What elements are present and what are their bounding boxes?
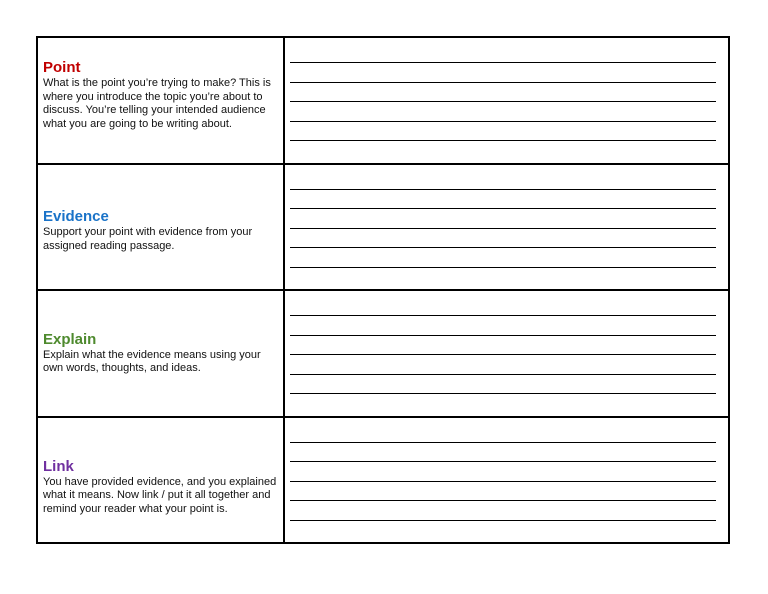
writing-line <box>290 393 716 394</box>
evidence-description: Support your point with evidence from your assigned reading passage. <box>43 226 253 252</box>
writing-line <box>290 461 716 462</box>
peel-worksheet <box>36 36 730 544</box>
point-writing-area[interactable] <box>285 38 728 163</box>
writing-line <box>290 315 716 316</box>
evidence-row <box>38 165 728 292</box>
writing-line <box>290 62 716 63</box>
point-row <box>38 38 728 165</box>
link-row <box>38 418 728 543</box>
writing-line <box>290 208 716 209</box>
link-prompt-cell <box>38 418 285 543</box>
writing-line <box>290 442 716 443</box>
writing-line <box>290 354 716 355</box>
link-writing-area[interactable] <box>285 418 728 543</box>
writing-line <box>290 520 716 521</box>
writing-line <box>290 82 716 83</box>
writing-line <box>290 500 716 501</box>
link-description: You have provided evidence, and you explained what it means. Now link / put it all together and remind your reader what your point is. <box>43 475 277 515</box>
evidence-prompt-cell <box>38 165 285 290</box>
point-description: What is the point you’re trying to make? This is where you introduce the topic you’re about to discuss. You’re telling your intended audience what you are going to be writing about. <box>43 77 271 130</box>
point-prompt-cell <box>38 38 285 163</box>
explain-writing-area[interactable] <box>285 291 728 416</box>
evidence-writing-area[interactable] <box>285 165 728 290</box>
writing-line <box>290 374 716 375</box>
explain-lines <box>290 291 716 416</box>
writing-line <box>290 189 716 190</box>
explain-row <box>38 291 728 418</box>
link-heading: Link <box>43 457 74 475</box>
explain-prompt-cell <box>38 291 285 416</box>
writing-line <box>290 481 716 482</box>
writing-line <box>290 335 716 336</box>
writing-line <box>290 247 716 248</box>
explain-heading: Explain <box>43 330 97 348</box>
writing-line <box>290 101 716 102</box>
point-heading: Point <box>43 59 81 76</box>
writing-line <box>290 121 716 122</box>
writing-line <box>290 228 716 229</box>
link-lines <box>290 418 716 543</box>
evidence-lines <box>290 165 716 290</box>
explain-description: Explain what the evidence means using your own words, thoughts, and ideas. <box>43 348 261 374</box>
writing-line <box>290 140 716 141</box>
point-lines <box>290 38 716 163</box>
writing-line <box>290 267 716 268</box>
evidence-heading: Evidence <box>43 208 109 225</box>
